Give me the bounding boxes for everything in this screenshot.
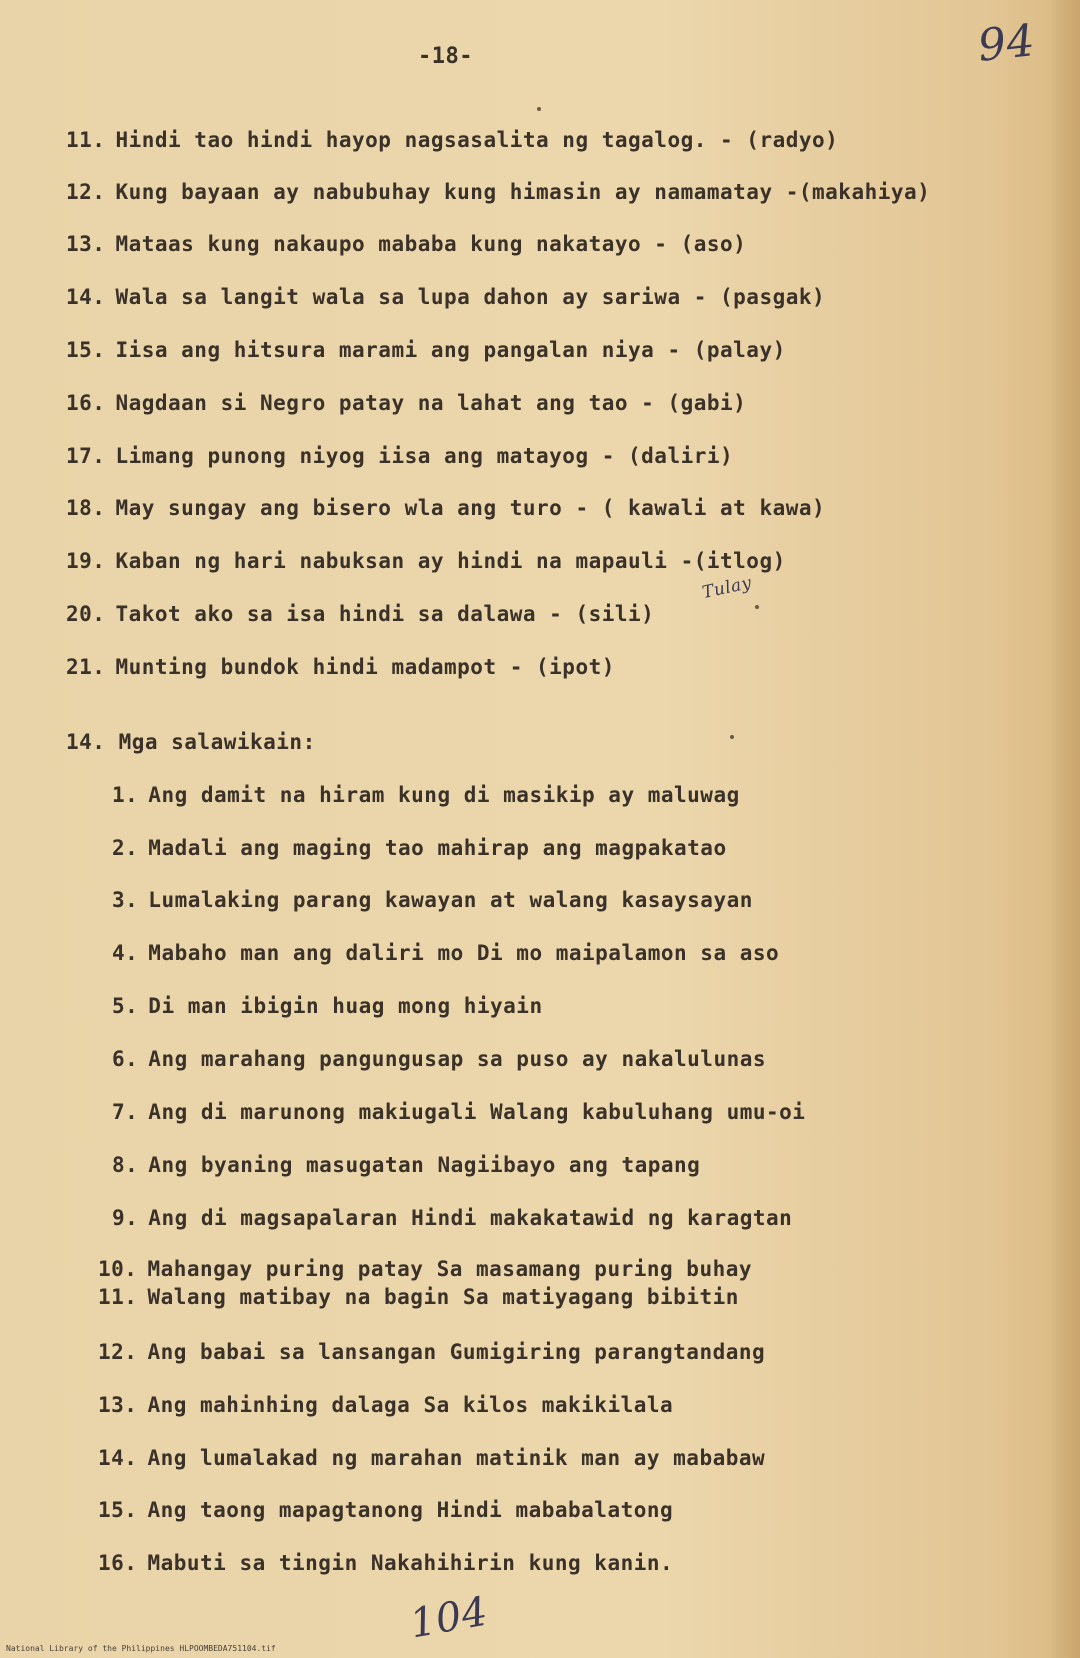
riddle-item (66, 338, 786, 362)
saying-item (112, 1047, 766, 1071)
riddle-text: May sungay ang bisero wla ang turo - ( kawali at kawa) (115, 496, 826, 520)
saying-item (112, 994, 543, 1018)
riddle-number: 21. (66, 655, 106, 679)
ink-speck (755, 605, 759, 609)
riddle-text: Wala sa langit wala sa lupa dahon ay sariwa - (pasgak) (115, 285, 826, 309)
saying-item (112, 1100, 805, 1124)
saying-text: Mabaho man ang daliri mo Di mo maipalamon sa aso (148, 941, 780, 965)
saying-item (98, 1551, 673, 1575)
archive-footer: National Library of the Philippines HLPOOMBEDA751104.tif (6, 1644, 276, 1653)
riddle-number: 20. (66, 602, 106, 626)
riddle-number: 12. (66, 180, 106, 204)
saying-item (98, 1340, 765, 1364)
page-edge-shadow (1052, 0, 1080, 1658)
riddle-text: Limang punong niyog iisa ang matayog - (daliri) (115, 444, 734, 468)
riddle-number: 14. (66, 285, 106, 309)
saying-item (112, 1206, 792, 1230)
riddle-item (66, 655, 615, 679)
saying-item (98, 1257, 752, 1281)
saying-text: Ang babai sa lansangan Gumigiring parangtandang (147, 1340, 766, 1364)
saying-number: 4. (112, 941, 139, 965)
riddle-text: Takot ako sa isa hindi sa dalawa - (sili) (115, 602, 655, 626)
riddle-item (66, 391, 746, 415)
riddle-text: Kung bayaan ay nabubuhay kung himasin ay namamatay -(makahiya) (115, 180, 931, 204)
riddle-item (66, 180, 930, 204)
saying-text: Ang byaning masugatan Nagiibayo ang tapang (148, 1153, 701, 1177)
saying-text: Mabuti sa tingin Nakahihirin kung kanin. (147, 1551, 674, 1575)
saying-text: Walang matibay na bagin Sa matiyagang bibitin (147, 1285, 739, 1309)
riddle-item (66, 602, 654, 626)
riddle-text: Kaban ng hari nabuksan ay hindi na mapauli -(itlog) (115, 549, 786, 573)
saying-number: 9. (112, 1206, 139, 1230)
saying-number: 5. (112, 994, 139, 1018)
riddle-number: 11. (66, 128, 106, 152)
riddle-number: 17. (66, 444, 106, 468)
saying-text: Lumalaking parang kawayan at walang kasaysayan (148, 888, 753, 912)
riddle-text: Iisa ang hitsura marami ang pangalan niya - (palay) (115, 338, 786, 362)
ink-speck (537, 107, 541, 111)
saying-text: Ang damit na hiram kung di masikip ay maluwag (148, 783, 740, 807)
saying-number: 8. (112, 1153, 139, 1177)
riddle-item (66, 128, 838, 152)
saying-number: 10. (98, 1257, 138, 1281)
saying-item (98, 1446, 765, 1470)
riddle-item (66, 232, 746, 256)
saying-item (98, 1285, 739, 1309)
saying-text: Di man ibigin huag mong hiyain (148, 994, 543, 1018)
saying-text: Ang marahang pangungusap sa puso ay nakalulunas (148, 1047, 767, 1071)
saying-number: 13. (98, 1393, 138, 1417)
saying-item (112, 888, 753, 912)
riddle-text: Hindi tao hindi hayop nagsasalita ng tagalog. - (radyo) (115, 128, 839, 152)
saying-number: 3. (112, 888, 139, 912)
riddle-item (66, 285, 825, 309)
saying-number: 6. (112, 1047, 139, 1071)
saying-item (112, 941, 779, 965)
saying-number: 15. (98, 1498, 138, 1522)
riddle-number: 16. (66, 391, 106, 415)
saying-text: Mahangay puring patay Sa masamang puring buhay (147, 1257, 753, 1281)
handwritten-page-number: 104 (406, 1588, 492, 1648)
saying-text: Madali ang maging tao mahirap ang magpakatao (148, 836, 727, 860)
riddle-text: Nagdaan si Negro patay na lahat ang tao - (gabi) (115, 391, 747, 415)
saying-number: 2. (112, 836, 139, 860)
saying-number: 14. (98, 1446, 138, 1470)
page-number: -18- (418, 44, 473, 69)
riddle-item (66, 549, 786, 573)
saying-number: 12. (98, 1340, 138, 1364)
riddle-text: Mataas kung nakaupo mababa kung nakatayo - (aso) (115, 232, 747, 256)
riddle-item (66, 444, 733, 468)
saying-number: 7. (112, 1100, 139, 1124)
riddle-item (66, 496, 825, 520)
saying-item (112, 836, 727, 860)
handwritten-folio-number: 94 (975, 15, 1038, 72)
saying-item (112, 783, 740, 807)
saying-number: 11. (98, 1285, 138, 1309)
riddle-text: Munting bundok hindi madampot - (ipot) (115, 655, 615, 679)
section-heading: 14. Mga salawikain: (66, 730, 316, 754)
riddle-number: 13. (66, 232, 106, 256)
riddle-number: 19. (66, 549, 106, 573)
saying-number: 16. (98, 1551, 138, 1575)
riddle-number: 15. (66, 338, 106, 362)
saying-item (112, 1153, 700, 1177)
saying-number: 1. (112, 783, 139, 807)
ink-speck (730, 735, 734, 739)
saying-item (98, 1393, 673, 1417)
handwritten-correction: Tulay (700, 573, 754, 603)
saying-text: Ang lumalakad ng marahan matinik man ay mababaw (147, 1446, 766, 1470)
riddle-number: 18. (66, 496, 106, 520)
saying-text: Ang taong mapagtanong Hindi mababalatong (147, 1498, 674, 1522)
saying-text: Ang di magsapalaran Hindi makakatawid ng karagtan (148, 1206, 793, 1230)
saying-text: Ang mahinhing dalaga Sa kilos makikilala (147, 1393, 674, 1417)
saying-text: Ang di marunong makiugali Walang kabuluhang umu-oi (148, 1100, 806, 1124)
saying-item (98, 1498, 673, 1522)
